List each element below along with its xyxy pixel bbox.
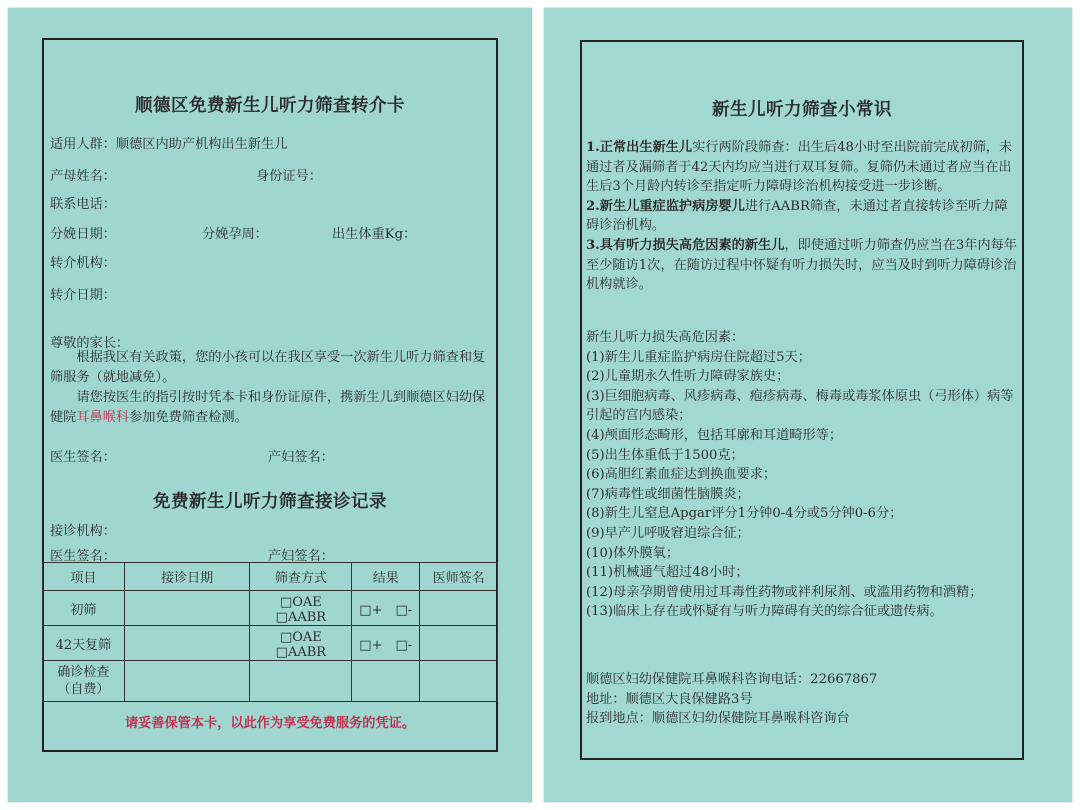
referral-card-frame [42,38,498,752]
header-method: 筛查方式 [250,563,352,591]
doctor-signature-field[interactable]: 医生签名： [50,450,116,465]
table-row [43,661,498,702]
referral-org-field[interactable]: 转介机构： [50,256,116,271]
gestational-week-field[interactable]: 分娩孕周： [202,227,268,242]
row-item-line-2: （自费） [57,682,110,697]
knowledge-point-2 [586,197,1018,236]
risk-item: (5)出生体重低于1500克； [586,447,744,463]
record-mother-signature-field[interactable]: 产妇签名： [268,549,334,564]
risk-item: (8)新生儿窒息Apgar评分1分钟0-4分或5分钟0-6分； [586,506,903,522]
row-method-checkboxes[interactable]: □OAE □AABR [250,591,352,626]
id-number-field[interactable]: 身份证号： [256,169,322,184]
birth-weight-field[interactable]: 出生体重Kg： [332,227,417,242]
risk-item: (6)高胆红素血症达到换血要求； [586,467,777,483]
row-method-checkboxes[interactable]: □OAE □AABR [250,626,352,661]
risk-factors-title: 新生儿听力损失高危因素： [586,330,745,345]
letter-paragraph-2 [50,388,492,428]
risk-item: (9)早产儿呼吸窘迫综合征； [586,525,750,541]
risk-item: (4)颅面形态畸形，包括耳廓和耳道畸形等； [586,427,843,443]
header-doctor-signature: 医师签名 [420,563,498,591]
ent-department: 耳鼻喉科 [76,410,130,425]
phone-field[interactable]: 联系电话： [50,197,116,212]
screening-record-table [42,562,498,702]
row-date-cell[interactable] [124,626,250,661]
contact-phone: 顺德区妇幼保健院耳鼻喉科咨询电话：22667867 [586,672,878,687]
letter-p2-after: 参加免费筛查检测。 [129,410,248,425]
table-header-row [43,563,498,591]
risk-item: (2)儿童期永久性听力障碍家族史； [586,369,790,385]
row-item-line-1: 确诊检查 [57,665,110,680]
risk-item: (1)新生儿重症监护病房住院超过5天； [586,349,811,365]
knowledge-point-1 [586,138,1018,197]
point-2-text: 进行AABR筛查，未通过者直接转诊至听力障碍诊治机构。 [586,198,1008,234]
row-item: 初筛 [43,591,125,626]
target-population: 适用人群：顺德区内助产机构出生新生儿 [50,137,288,152]
point-2-lead: 2.新生儿重症监护病房婴儿 [586,198,745,214]
risk-item: (10)体外膜氧； [586,545,680,561]
point-1-lead: 1.正常出生新生儿 [586,140,693,155]
table-row [43,591,498,626]
row-date-cell[interactable] [124,661,250,702]
referral-card-title: 顺德区免费新生儿听力筛查转介卡 [135,96,405,116]
knowledge-points [586,138,1018,295]
row-method-checkboxes[interactable] [250,661,352,702]
row-item [43,661,125,702]
mother-name-field[interactable]: 产母姓名： [50,169,116,184]
row-item: 42天复筛 [43,626,125,661]
point-1-text: 实行两阶段筛查：出生后48小时至出院前完成初筛，未通过者及漏筛者于42天内均应当进行双耳复筛。复筛仍未通过者应当在出生后3个月龄内转诊至指定听力障碍诊治机构接受进一步诊断。 [586,140,1013,195]
mother-signature-field[interactable]: 产妇签名： [268,450,334,465]
row-result-checkboxes[interactable]: □+ □- [352,626,420,661]
letter-paragraph-1: 根据我区有关政策，您的小孩可以在我区享受一次新生儿听力筛查和复筛服务（就地减免）。 [50,350,486,385]
letter-salutation: 尊敬的家长： [50,336,130,351]
point-3-lead: 3.具有听力损失高危因素的新生儿 [586,237,785,253]
record-title: 免费新生儿听力筛查接诊记录 [153,492,387,512]
risk-item: (3)巨细胞病毒、风疹病毒、疱疹病毒、梅毒或毒浆体原虫（弓形体）病等引起的宫内感染； [586,388,1014,424]
contact-address: 地址：顺德区大良保健路3号 [586,691,753,707]
risk-item: (11)机械通气超过48小时； [586,565,749,581]
delivery-date-field[interactable]: 分娩日期： [50,227,116,242]
header-item: 项目 [43,563,125,591]
point-3-text: ，即使通过听力筛查仍应当在3年内每年至少随访1次，在随访过程中怀疑有听力损失时，应当及时到听力障碍诊治机构就诊。 [586,237,1017,293]
risk-item: (13)临床上存在或怀疑有与听力障碍有关的综合征或遗传病。 [586,604,943,620]
reception-org-field[interactable]: 接诊机构： [50,524,116,539]
contact-info [586,670,1018,729]
knowledge-point-3 [586,236,1018,295]
row-doctor-signature-cell[interactable] [420,626,498,661]
contact-report-location: 报到地点：顺德区妇幼保健院耳鼻喉科咨询台 [586,711,850,727]
referral-card [8,8,532,802]
row-doctor-signature-cell[interactable] [420,591,498,626]
knowledge-card-frame [580,40,1024,760]
risk-factors [586,328,1018,622]
knowledge-title: 新生儿听力筛查小常识 [712,100,892,120]
letter-p2-before: 请您按医生的指引按时凭本卡和身份证原件，携新生儿到顺德区妇幼保健院 [50,390,486,425]
risk-item: (12)母亲孕期曾使用过耳毒性药物或袢利尿剂、或滥用药物和酒精； [586,584,983,600]
keep-card-note: 请妥善保管本卡，以此作为享受免费服务的凭证。 [124,716,416,731]
header-result: 结果 [352,563,420,591]
referral-date-field[interactable]: 转介日期： [50,288,116,303]
header-date: 接诊日期 [124,563,250,591]
row-result-checkboxes[interactable] [352,661,420,702]
table-row [43,626,498,661]
knowledge-card [544,8,1072,802]
risk-item: (7)病毒性或细菌性脑膜炎； [586,486,750,502]
row-date-cell[interactable] [124,591,250,626]
row-doctor-signature-cell[interactable] [420,661,498,702]
row-result-checkboxes[interactable]: □+ □- [352,591,420,626]
record-doctor-signature-field[interactable]: 医生签名： [50,549,116,564]
